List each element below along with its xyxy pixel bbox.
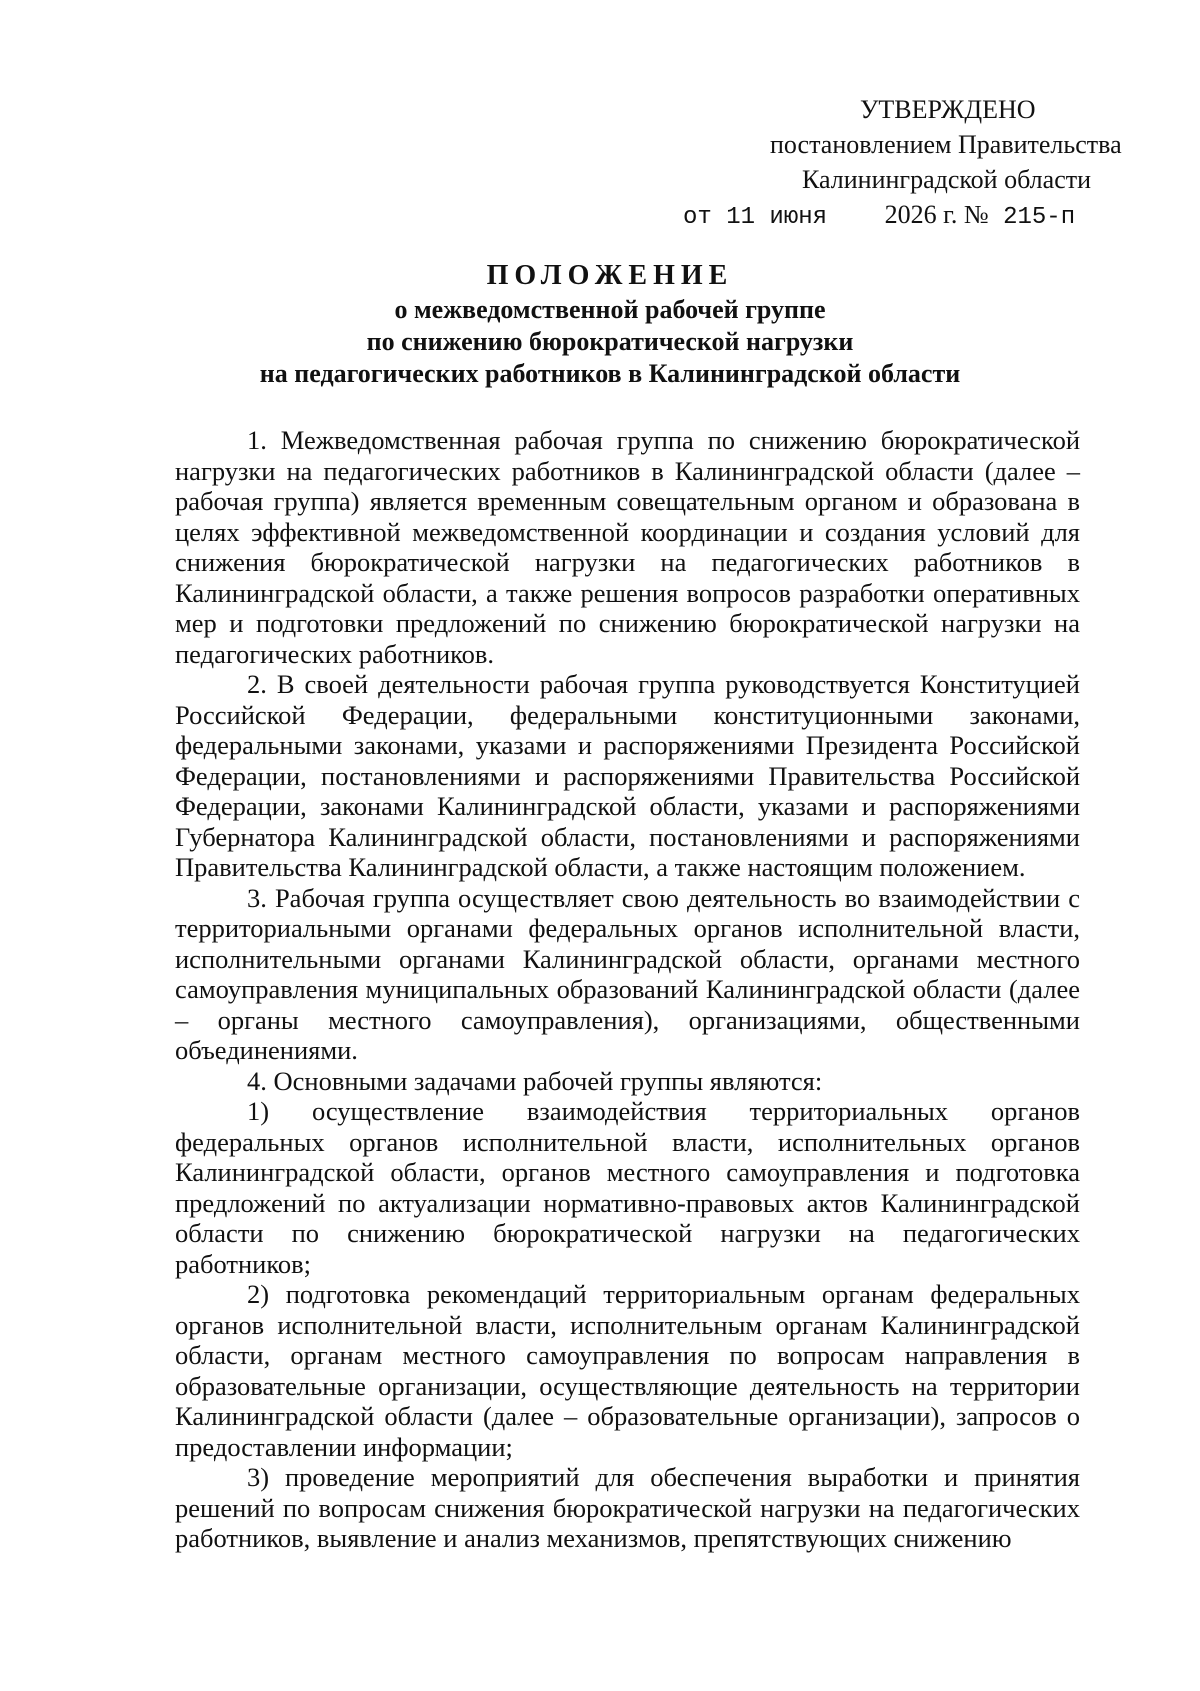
paragraph-4: 4. Основными задачами рабочей группы являются: [247,1065,823,1096]
document-body [175,425,1080,1554]
paragraph-2: 2. В своей деятельности рабочая группа руководствуется Конституцией Российской Федерации, федеральными конституционными законами, федеральными законами, указами и распоряжениями Президента Российской Федерации, постановлениями и распоряжениями Правительства Российской Федерации, законами Калининградской области, указами и распоряжениями Губернатора Калининградской области, постановлениями и распоряжениями Правительства Калининградской области, а также настоящим положением. [175,669,1080,882]
task-item-2: 2) подготовка рекомендаций территориальным органам федеральных органов исполнительной власти, исполнительным органам Калининградской области, органам местного самоуправления по вопросам направления в образовательные организации, осуществляющие деятельность на территории Калининградской области (далее – образовательные организации), запросов о предоставлении информации; [175,1279,1080,1462]
approved-label: УТВЕРЖДЕНО [860,95,1036,124]
paragraph-1: 1. Межведомственная рабочая группа по снижению бюрократической нагрузки на педагогических работников в Калининградской области (далее – рабочая группа) является временным совещательным органом и образована в целях эффективной межведомственной координации и создания условий для снижения бюрократической нагрузки на педагогических работников в Калининградской области, а также решения вопросов разработки оперативных мер и подготовки предложений по снижению бюрократической нагрузки на педагогических работников. [175,425,1080,669]
decree-date: от 11 июня [683,204,828,231]
document-subtitle-line-2: по снижению бюрократической нагрузки [366,327,854,356]
paragraph-3: 3. Рабочая группа осуществляет свою деятельность во взаимодействии с территориальными органами федеральных органов исполнительной власти, исполнительными органами Калининградской области, органами местного самоуправления муниципальных образований Калининградской области (далее – органы местного самоуправления), организациями, общественными объединениями. [175,882,1080,1065]
decree-label: постановлением Правительства [770,130,1122,159]
decree-number: 215-п [1003,204,1076,231]
document-subtitle-line-3: на педагогических работников в Калининградской области [259,359,961,388]
decree-year: 2026 г. № [884,200,989,229]
task-item-3: 3) проведение мероприятий для обеспечения выработки и принятия решений по вопросам снижения бюрократической нагрузки на педагогических работников, выявление и анализ механизмов, препятствующих снижению [175,1462,1080,1553]
document-title: ПОЛОЖЕНИЕ [486,260,734,291]
document-subtitle-line-1: о межведомственной рабочей группе [394,295,826,324]
region-label: Калининградской области [802,165,1092,194]
approval-stamp [683,92,1122,235]
decree-date-line [683,197,1120,235]
task-item-1: 1) осуществление взаимодействия территориальных органов федеральных органов исполнительной власти, исполнительных органов Калининградской области, органов местного самоуправления и подготовка предложений по актуализации нормативно-правовых актов Калининградской области по снижению бюрократической нагрузки на педагогических работников; [175,1096,1080,1279]
document-title-block [170,258,1050,390]
